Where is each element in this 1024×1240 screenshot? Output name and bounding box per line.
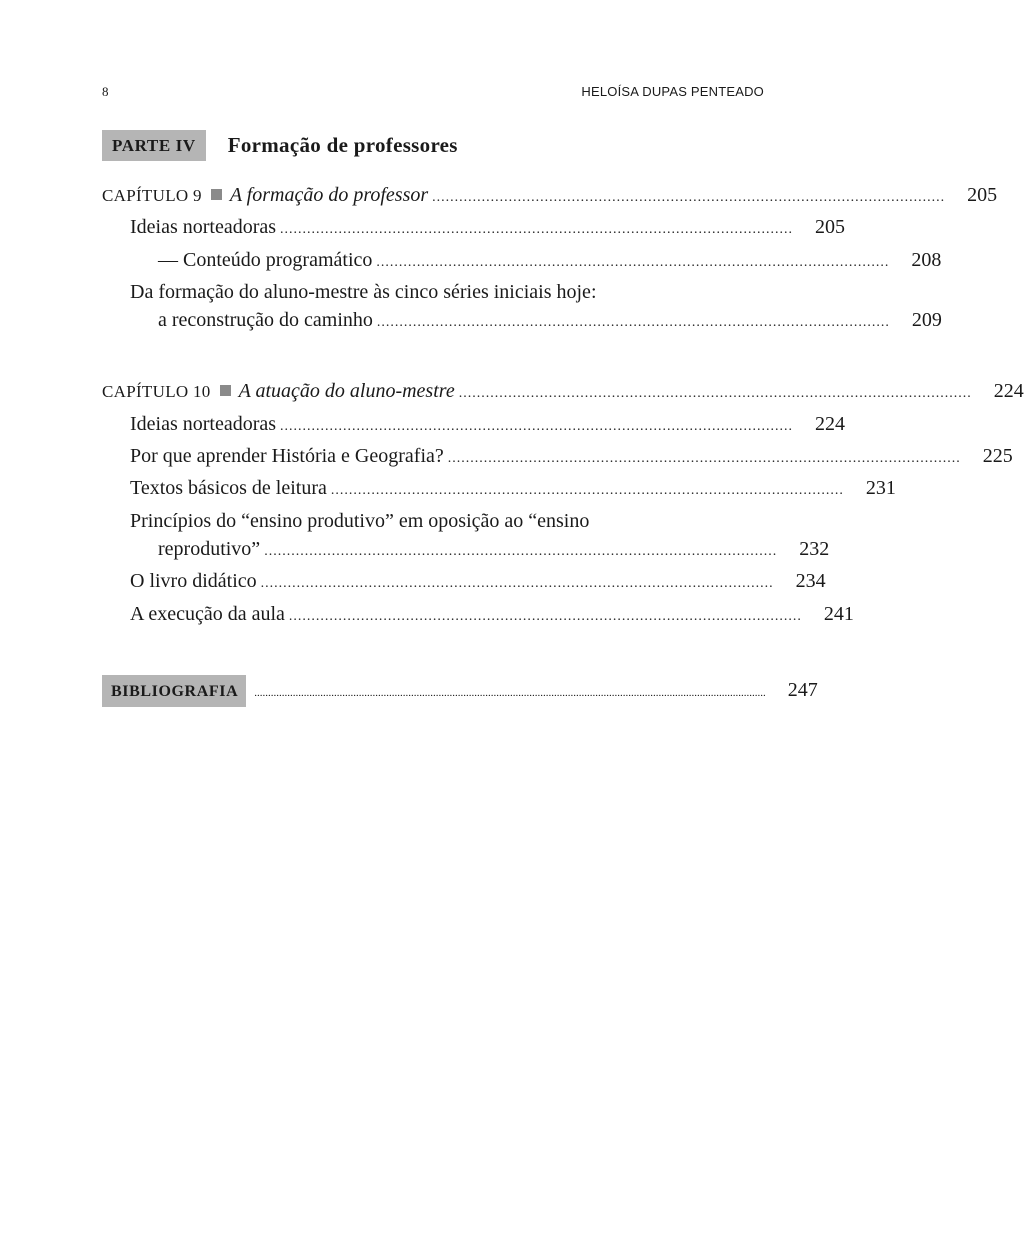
dot-leader: .................................................................................................................. bbox=[260, 576, 774, 591]
toc-entry[interactable] bbox=[130, 600, 854, 631]
toc-entry[interactable] bbox=[158, 246, 942, 277]
page-ref: 205 bbox=[815, 216, 846, 238]
toc-entry[interactable] bbox=[130, 278, 942, 337]
entry-title: Textos básicos de leitura bbox=[130, 477, 327, 499]
toc-entry[interactable] bbox=[130, 567, 826, 598]
entry-title: O livro didático bbox=[130, 570, 257, 592]
page-ref: 232 bbox=[799, 538, 830, 560]
square-bullet-icon bbox=[211, 189, 222, 200]
part-heading bbox=[102, 130, 458, 161]
entry-title-line1: Da formação do aluno-mestre às cinco séries iniciais hoje: bbox=[130, 281, 597, 303]
entry-title: A execução da aula bbox=[130, 603, 285, 625]
entry-title: Por que aprender História e Geografia? bbox=[130, 445, 444, 467]
dot-leader: .................................................................................................................. bbox=[432, 190, 946, 205]
entry-title: Ideias norteadoras bbox=[130, 216, 277, 238]
toc-bibliography[interactable] bbox=[102, 675, 818, 707]
page-ref: 209 bbox=[911, 309, 942, 331]
chapter-title: A atuação do aluno-mestre bbox=[238, 380, 455, 402]
chapter-title: A formação do professor bbox=[229, 184, 429, 206]
page-ref: 224 bbox=[993, 380, 1024, 402]
entry-title-line2: reprodutivo” bbox=[158, 538, 261, 560]
chapter-label: CAPÍTULO 9 bbox=[102, 186, 202, 205]
page-ref: 241 bbox=[823, 603, 854, 625]
entry-title-line1: Princípios do “ensino produtivo” em oposição ao “ensino bbox=[130, 510, 590, 532]
page-ref: 234 bbox=[795, 570, 826, 592]
toc-entry[interactable] bbox=[130, 410, 846, 441]
toc-entry[interactable] bbox=[130, 507, 830, 566]
dot-leader: .................................................................................................................. bbox=[280, 222, 794, 237]
toc-chapter-9[interactable] bbox=[102, 181, 998, 212]
page-ref: 225 bbox=[982, 445, 1013, 467]
page-ref: 231 bbox=[865, 477, 896, 499]
page-ref: 205 bbox=[967, 184, 998, 206]
part-label-badge: PARTE IV bbox=[102, 130, 206, 161]
page-ref: 208 bbox=[911, 249, 942, 271]
running-author: HELOÍSA DUPAS PENTEADO bbox=[581, 84, 764, 99]
entry-title: Ideias norteadoras bbox=[130, 413, 277, 435]
bibliography-label-badge: BIBLIOGRAFIA bbox=[102, 675, 246, 707]
page-number: 8 bbox=[102, 84, 109, 99]
toc-entry[interactable] bbox=[130, 213, 846, 244]
entry-title: — Conteúdo programático bbox=[158, 249, 373, 271]
page-ref: 224 bbox=[815, 413, 846, 435]
entry-title-line2: a reconstrução do caminho bbox=[158, 309, 373, 331]
part-title: Formação de professores bbox=[227, 133, 458, 157]
dot-leader: .................................................................................................................. bbox=[376, 255, 890, 270]
dot-leader: .................................................................................................................. bbox=[264, 544, 778, 559]
page-ref: 247 bbox=[787, 679, 818, 701]
square-bullet-icon bbox=[220, 385, 231, 396]
dot-leader: .......................................................................................................................................................................................... bbox=[254, 687, 766, 699]
dot-leader: .................................................................................................................. bbox=[288, 609, 802, 624]
toc-entry[interactable] bbox=[130, 474, 896, 505]
dot-leader: .................................................................................................................. bbox=[330, 483, 844, 498]
dot-leader: .................................................................................................................. bbox=[458, 386, 972, 401]
dot-leader: .................................................................................................................. bbox=[280, 419, 794, 434]
toc-chapter-10[interactable] bbox=[102, 377, 1024, 408]
dot-leader: .................................................................................................................. bbox=[376, 315, 890, 330]
chapter-label: CAPÍTULO 10 bbox=[102, 382, 211, 401]
dot-leader: .................................................................................................................. bbox=[447, 451, 961, 466]
toc-entry[interactable] bbox=[130, 442, 1013, 473]
